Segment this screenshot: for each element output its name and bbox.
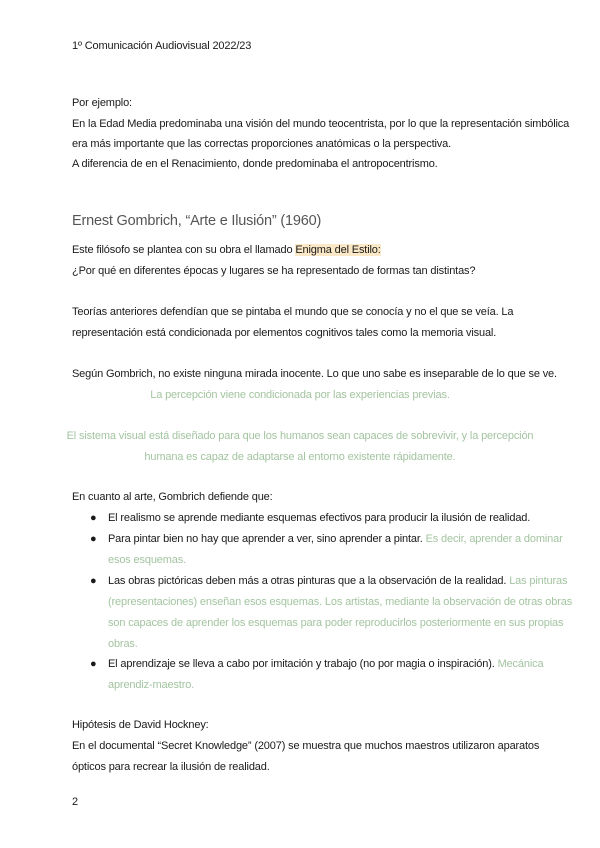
list-item-note: Las pinturas <box>506 575 568 587</box>
bullet-icon: ● <box>90 575 97 587</box>
list-item <box>108 532 563 546</box>
list-item-note: (representaciones) enseñan esos esquemas. Los artistas, mediante la observación de otras obras <box>108 596 573 608</box>
list-item-note: obras. <box>108 638 138 650</box>
enigma-question: ¿Por qué en diferentes épocas y lugares se ha representado de formas tan distintas? <box>72 265 476 277</box>
note-line: La percepción viene condicionada por las experiencias previas. <box>150 389 450 401</box>
paragraph-line: A diferencia de en el Renacimiento, donde predominaba el antropocentrismo. <box>72 158 438 170</box>
page-number: 2 <box>72 796 78 808</box>
bullet-icon: ● <box>90 533 97 545</box>
enigma-highlight: Enigma del Estilo: <box>295 244 381 256</box>
list-intro: En cuanto al arte, Gombrich defiende que: <box>72 491 273 503</box>
list-item-note: Es decir, aprender a dominar <box>422 533 563 545</box>
enigma-lead: Este filósofo se plantea con su obra el llamado <box>72 244 296 256</box>
list-item: El realismo se aprende mediante esquemas efectivos para producir la ilusión de realidad. <box>108 512 531 524</box>
note-line: El sistema visual está diseñado para que los humanos sean capaces de sobrevivir, y la percepción <box>66 430 534 442</box>
paragraph-line: En la Edad Media predominaba una visión del mundo teocentrista, por lo que la representación simbólica <box>72 118 570 130</box>
bullet-icon: ● <box>90 512 97 524</box>
list-item <box>108 574 567 588</box>
paragraph-line: era más importante que las correctas proporciones anatómicas o la perspectiva. <box>72 138 451 150</box>
list-item-note: son capaces de aprender los esquemas para poder reproducirlos posteriormente en sus propias <box>108 617 564 629</box>
section-heading: Ernest Gombrich, “Arte e Ilusión” (1960) <box>72 213 322 229</box>
hockney-label: Hipótesis de David Hockney: <box>72 719 209 731</box>
enigma-line <box>72 243 381 257</box>
note-line: humana es capaz de adaptarse al entorno existente rápidamente. <box>144 451 456 463</box>
list-item-main: Las obras pictóricas deben más a otras pinturas que a la observación de la realidad. <box>108 575 507 587</box>
paragraph-line: En el documental “Secret Knowledge” (2007) se muestra que muchos maestros utilizaron aparatos <box>72 740 540 752</box>
page-header: 1º Comunicación Audiovisual 2022/23 <box>72 40 252 52</box>
list-item <box>108 657 543 671</box>
list-item-note: esos esquemas. <box>108 554 186 566</box>
list-item-main: Para pintar bien no hay que aprender a ver, sino aprender a pintar. <box>108 533 423 545</box>
paragraph-line: Teorías anteriores defendían que se pintaba el mundo que se conocía y no el que se veía. La <box>72 306 514 318</box>
list-item-note: Mecánica <box>494 658 544 670</box>
paragraph-line: Según Gombrich, no existe ninguna mirada inocente. Lo que uno sabe es inseparable de lo que se ve. <box>72 368 557 380</box>
example-label: Por ejemplo: <box>72 97 132 109</box>
paragraph-line: ópticos para recrear la ilusión de realidad. <box>72 761 270 773</box>
bullet-icon: ● <box>90 658 97 670</box>
paragraph-line: representación está condicionada por elementos cognitivos tales como la memoria visual. <box>72 327 497 339</box>
list-item-note: aprendiz-maestro. <box>108 679 195 691</box>
list-item-main: El aprendizaje se lleva a cabo por imitación y trabajo (no por magia o inspiración). <box>108 658 495 670</box>
